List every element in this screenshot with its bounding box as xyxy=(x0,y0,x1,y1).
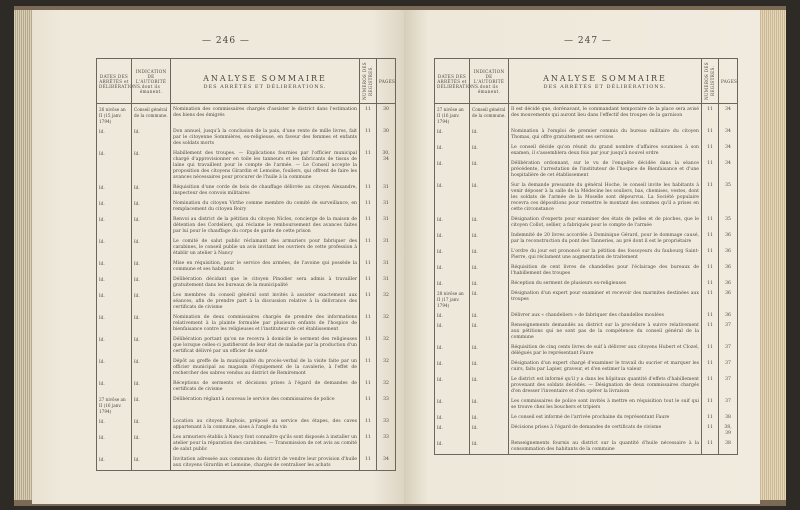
page-cell: 30 xyxy=(377,126,396,148)
table-row xyxy=(435,230,738,246)
authority-cell: Id. xyxy=(132,182,171,198)
analysis-cell: Sur la demande pressante du général Hoche, le conseil invite les habitants à venir déposer à la salle de la Médecine les souliers, bas, chemises, vestes, dont les soldats de l'armée de la Moselle sont dépourvus. La Société populaire recevra ces dépositions pour remettre le montant des sommes qu'il a prises en cette circonstance xyxy=(509,180,702,214)
authority-cell: Id. xyxy=(470,246,509,262)
table-row xyxy=(435,158,738,180)
register-number-cell: 11 xyxy=(360,290,377,312)
register-number-cell: 11 xyxy=(702,230,719,246)
date-cell: Id. xyxy=(435,374,470,396)
page-cell: 31 xyxy=(377,258,396,274)
page-cell: 34 xyxy=(719,158,738,180)
date-cell: 27 nivôse an II (16 janv. 1794) xyxy=(435,104,470,127)
authority-cell: Id. xyxy=(470,214,509,230)
table-row xyxy=(435,288,738,310)
date-cell: Id. xyxy=(435,262,470,278)
analysis-cell: Nomination des commissaires chargés d'assister le district dans l'estimation des biens des émigrés xyxy=(171,104,360,127)
analysis-cell: Délibération décidant que le citoyen Pinodier sera admis à travailler gratuitement dans les bureaux de la municipalité xyxy=(171,274,360,290)
authority-cell: Id. xyxy=(132,274,171,290)
table-row xyxy=(97,104,396,127)
page-cell: 33 xyxy=(377,416,396,432)
authority-cell: Id. xyxy=(470,158,509,180)
table-body xyxy=(97,104,396,471)
register-number-cell: 11 xyxy=(360,214,377,236)
register-number-cell: 11 xyxy=(360,274,377,290)
col-numeros-header: NUMÉROS DES REGISTRES. xyxy=(360,59,377,104)
date-cell: Id. xyxy=(97,416,132,432)
register-number-cell: 11 xyxy=(360,356,377,378)
table-row xyxy=(97,274,396,290)
analysis-cell: Le district est informé qu'il y a dans les hôpitaux quantité d'effets d'habillement provenant des soldats décédés. — Désignation de deux commissaires chargés d'en dresser l'inventaire et d'en opérer la livraison xyxy=(509,374,702,396)
page-cell: 34 xyxy=(719,126,738,142)
register-number-cell: 11 xyxy=(702,320,719,342)
table-row xyxy=(435,246,738,262)
date-cell: Id. xyxy=(435,438,470,455)
analysis-cell: Nomination du citoyen Virthe comme membre du comité de surveillance, en remplacement du citoyen Boiry xyxy=(171,198,360,214)
summary-table xyxy=(434,58,738,455)
date-cell: Id. xyxy=(97,274,132,290)
date-cell: Id. xyxy=(435,342,470,358)
authority-cell: Id. xyxy=(132,334,171,356)
page-cell: 33 xyxy=(377,432,396,454)
page-cell: 31 xyxy=(377,214,396,236)
col-pages-header: PAGES. xyxy=(377,59,396,104)
authority-cell: Id. xyxy=(132,356,171,378)
table-row xyxy=(97,148,396,182)
date-cell: Id. xyxy=(97,356,132,378)
date-cell: Id. xyxy=(435,180,470,214)
register-number-cell: 11 xyxy=(702,180,719,214)
summary-table xyxy=(96,58,396,471)
page-cell: 32 xyxy=(377,356,396,378)
authority-cell: Id. xyxy=(132,258,171,274)
analysis-cell: Renseignements fournis au district sur la quantité d'huile nécessaire à la consommation des habitants de la commune xyxy=(509,438,702,455)
page-cell: 36 xyxy=(719,278,738,288)
table-row xyxy=(97,334,396,356)
register-number-cell: 11 xyxy=(360,378,377,394)
analysis-cell: Nomination de deux commissaires chargés de prendre des informations relativement à la plainte formulée par plusieurs enfants de l'hospice de bienfaisance contre les religieuses et l'instituteur de cet établissement xyxy=(171,312,360,334)
page-cell: 36 xyxy=(719,262,738,278)
table-row xyxy=(435,342,738,358)
analysis-cell: Réquisition de cinq cents livres de suif à délivrer aux citoyens Hubert et Clozel, délégués par le représentant Faure xyxy=(509,342,702,358)
register-number-cell: 11 xyxy=(702,374,719,396)
date-cell: Id. xyxy=(97,236,132,258)
table-subtitle: DES ARRÊTÉS ET DÉLIBÉRATIONS. xyxy=(543,83,667,90)
analysis-cell: Le conseil est informé de l'arrivée prochaine du représentant Faure xyxy=(509,412,702,422)
date-cell: Id. xyxy=(435,412,470,422)
analysis-cell: Désignation d'un expert pour examiner et recevoir des marmites destinées aux troupes xyxy=(509,288,702,310)
table-row xyxy=(97,214,396,236)
table-title: ANALYSE SOMMAIRE xyxy=(203,73,327,83)
analysis-cell: Invitation adressée aux communes du district de vendre leur provision d'huile aux citoyens Girardin et Lemoine, chargés de centraliser les achats xyxy=(171,454,360,471)
authority-cell: Conseil général de la commune. xyxy=(132,104,171,127)
date-cell: Id. xyxy=(435,422,470,438)
table-title: ANALYSE SOMMAIRE xyxy=(543,73,667,83)
table-row xyxy=(97,290,396,312)
page-cell: 37 xyxy=(719,358,738,374)
right-page xyxy=(404,10,760,504)
analysis-cell: L'ordre du jour est prononcé sur la pétition des fossoyeurs du faubourg Saint-Pierre, qui réclament une augmentation de traitement xyxy=(509,246,702,262)
table-row xyxy=(435,310,738,320)
table-row xyxy=(435,422,738,438)
left-page xyxy=(32,10,404,504)
analysis-cell: Indemnité de 20 livres accordée à Dominique Gérard, pour le dommage causé, par la reconstruction du pont des Tanneries, au pré dont il est le propriétaire xyxy=(509,230,702,246)
authority-cell: Id. xyxy=(470,358,509,374)
date-cell: Id. xyxy=(97,378,132,394)
table-row xyxy=(435,262,738,278)
analysis-cell: Don annuel, jusqu'à la conclusion de la paix, d'une rente de mille livres, fait par le citoyenne Sommières, ex-religieuse, en faveur des femmes et enfants des soldats morts xyxy=(171,126,360,148)
table-row xyxy=(97,126,396,148)
date-cell: 26 nivôse an II (15 janv. 1794) xyxy=(97,104,132,127)
authority-cell: Id. xyxy=(470,126,509,142)
page-cell: 38 xyxy=(719,412,738,422)
page-cell: 35 xyxy=(719,180,738,214)
page-cell: 31 xyxy=(377,198,396,214)
date-cell: Id. xyxy=(97,290,132,312)
analysis-cell: Délivrer aux « chandeliers » de fabriquer des chandelles moulées xyxy=(509,310,702,320)
table-subtitle: DES ARRÊTÉS ET DÉLIBÉRATIONS. xyxy=(203,83,327,90)
date-cell: Id. xyxy=(97,126,132,148)
page-cell: 35 xyxy=(719,214,738,230)
register-number-cell: 11 xyxy=(360,334,377,356)
table-row xyxy=(435,214,738,230)
table-row xyxy=(97,416,396,432)
col-pages-header: PAGES. xyxy=(719,59,738,104)
authority-cell: Id. xyxy=(470,374,509,396)
register-number-cell: 11 xyxy=(702,126,719,142)
page-cell: 30, 34 xyxy=(377,148,396,182)
table-row xyxy=(435,104,738,127)
col-indication-header: INDICATION DE L'AUTORITÉ dont ils émanent. xyxy=(132,59,171,104)
register-number-cell: 11 xyxy=(360,416,377,432)
date-cell: Id. xyxy=(97,312,132,334)
page-cell: 34 xyxy=(719,104,738,127)
date-cell: Id. xyxy=(97,182,132,198)
table-row xyxy=(97,258,396,274)
page-cell: 37 xyxy=(719,396,738,412)
register-number-cell: 11 xyxy=(360,104,377,127)
date-cell: Id. xyxy=(97,334,132,356)
authority-cell: Id. xyxy=(470,342,509,358)
page-cell: 32 xyxy=(377,290,396,312)
date-cell: Id. xyxy=(435,126,470,142)
table-row xyxy=(435,358,738,374)
analysis-cell: Délibération ordonnant, sur le vu de l'enquête décidée dans la séance précédente, l'arrestation de l'instituteur de l'hospice de Bienfaisance et d'une hospitalière de cet établissement xyxy=(509,158,702,180)
page-cell: 37 xyxy=(719,342,738,358)
analysis-cell: Nomination à l'emploi de premier commis du bureau militaire du citoyen Thomas, qui offre gratuitement ses services xyxy=(509,126,702,142)
authority-cell: Id. xyxy=(470,278,509,288)
page-cell: 34 xyxy=(719,142,738,158)
analysis-cell: Location au citoyen Raybois, préposé au service des étapes, des caves appartenant à la commune, sises à l'angle du vin xyxy=(171,416,360,432)
analysis-cell: Renvoi au district de la pétition du citoyen Nicles, concierge de la maison de détention des Cordeliers, qui réclame le remboursement des avances faites par lui pour le chauffage du corps de garde de cette prison xyxy=(171,214,360,236)
date-cell: Id. xyxy=(435,396,470,412)
page-cell: 32 xyxy=(377,312,396,334)
table-body xyxy=(435,104,738,455)
page-edges-left xyxy=(14,10,32,500)
register-number-cell: 11 xyxy=(702,214,719,230)
table-row xyxy=(435,396,738,412)
register-number-cell: 11 xyxy=(702,412,719,422)
page-cell: 37 xyxy=(719,374,738,396)
analysis-cell: Délibération portant qu'on ne recevra à domicile le serment des religieuses que lorsque celles-ci justifieront de leur état de maladie par la production d'un certificat délivré par un officier de santé xyxy=(171,334,360,356)
authority-cell: Id. xyxy=(470,396,509,412)
page-cell: 31 xyxy=(377,274,396,290)
page-cell: 32 xyxy=(377,378,396,394)
page-cell: 36 xyxy=(719,246,738,262)
register-number-cell: 11 xyxy=(702,422,719,438)
register-number-cell: 11 xyxy=(360,236,377,258)
col-dates-header: DATES DES ARRÊTÉS et DÉLIBÉRATIONS. xyxy=(97,59,132,104)
date-cell: Id. xyxy=(97,432,132,454)
page-cell: 36 xyxy=(719,288,738,310)
authority-cell: Id. xyxy=(132,378,171,394)
date-cell: Id. xyxy=(97,454,132,471)
register-number-cell: 11 xyxy=(360,312,377,334)
register-number-cell: 11 xyxy=(360,454,377,471)
table-row xyxy=(97,312,396,334)
authority-cell: Conseil général de la commune. xyxy=(470,104,509,127)
page-cell: 30 xyxy=(377,104,396,127)
page-cell: 33 xyxy=(377,394,396,416)
date-cell: Id. xyxy=(435,310,470,320)
page-cell: 37 xyxy=(719,320,738,342)
register-number-cell: 11 xyxy=(702,104,719,127)
table-row xyxy=(97,454,396,471)
authority-cell: Id. xyxy=(470,412,509,422)
date-cell: 28 nivôse an II (17 janv. 1794) xyxy=(435,288,470,310)
date-cell: Id. xyxy=(97,258,132,274)
register-number-cell: 11 xyxy=(360,394,377,416)
col-indication-header: INDICATION DE L'AUTORITÉ dont ils émanent. xyxy=(470,59,509,104)
register-number-cell: 11 xyxy=(702,158,719,180)
table-row xyxy=(97,378,396,394)
date-cell: Id. xyxy=(435,246,470,262)
page-cell: 36 xyxy=(719,230,738,246)
table-row xyxy=(97,198,396,214)
authority-cell: Id. xyxy=(132,214,171,236)
date-cell: Id. xyxy=(435,230,470,246)
register-number-cell: 11 xyxy=(702,288,719,310)
authority-cell: Id. xyxy=(132,198,171,214)
page-cell: 31 xyxy=(377,236,396,258)
analysis-cell: Le conseil décide qu'on réunit du grand nombre d'affaires soumises à son examen, il s'assemblera deux fois par jour jusqu'à nouvel ordre xyxy=(509,142,702,158)
authority-cell: Id. xyxy=(132,416,171,432)
analysis-cell: Renseignements demandés au district sur la procédure à suivre relativement aux pétitions qui ne sont pas de la compétence du conseil général de la commune xyxy=(509,320,702,342)
page-cell: 38, 39 xyxy=(719,422,738,438)
register-number-cell: 11 xyxy=(702,342,719,358)
page-cell: 38 xyxy=(719,438,738,455)
page-number: — 247 — xyxy=(564,36,612,46)
table-row xyxy=(97,182,396,198)
analysis-cell: Habillement des troupes. — Explications fournies par l'officier municipal chargé d'approvisionner en toile les tanneurs et les fabricants de tissus de laine qui travaillent pour le compte de l'armée. — Le Conseil accepte la proposition des citoyens Girardin et Lemoine, fouliers, qui offrent de faire les avances nécessaires pour procurer de l'huile à la commune xyxy=(171,148,360,182)
table-row xyxy=(97,432,396,454)
table-row xyxy=(435,438,738,455)
authority-cell: Id. xyxy=(132,236,171,258)
register-number-cell: 11 xyxy=(702,310,719,320)
authority-cell: Id. xyxy=(132,454,171,471)
page-number: — 246 — xyxy=(202,36,250,46)
table-row xyxy=(435,374,738,396)
authority-cell: Id. xyxy=(132,432,171,454)
date-cell: Id. xyxy=(435,278,470,288)
page-cell: 36 xyxy=(719,310,738,320)
col-dates-header: DATES DES ARRÊTÉS et DÉLIBÉRATIONS. xyxy=(435,59,470,104)
analysis-cell: Les membres du conseil général sont invités à assister exactement aux séances, afin de prendre part à la discussion relative à la délivrance des certificats de civisme xyxy=(171,290,360,312)
page-cell: 34 xyxy=(377,454,396,471)
analysis-cell: Réquisition d'une corde de bois de chauffage délivrée au citoyen Alexandre, inspecteur des convois militaires xyxy=(171,182,360,198)
analysis-cell: Désignation d'un expert chargé d'examiner le travail du sucrier et marquer les cuirs, faits par Lapier, graveur, et d'en estimer la valeur xyxy=(509,358,702,374)
authority-cell: Id. xyxy=(470,310,509,320)
col-analysis-header xyxy=(171,59,360,104)
analysis-cell: Réceptions de serments et décisions prises à l'égard de demandes de certificats de civisme xyxy=(171,378,360,394)
authority-cell: Id. xyxy=(132,148,171,182)
col-numeros-header: NUMÉROS DES REGISTRES. xyxy=(702,59,719,104)
book xyxy=(14,6,786,506)
register-number-cell: 11 xyxy=(360,432,377,454)
table-row xyxy=(435,142,738,158)
register-number-cell: 11 xyxy=(702,278,719,288)
authority-cell: Id. xyxy=(132,312,171,334)
table-row xyxy=(97,394,396,416)
date-cell: 27 nivôse an II (16 janv. 1794) xyxy=(97,394,132,416)
authority-cell: Id. xyxy=(132,290,171,312)
authority-cell: Id. xyxy=(132,394,171,416)
analysis-cell: Réception du serment de plusieurs ex-religieuses xyxy=(509,278,702,288)
col-analysis-header xyxy=(509,59,702,104)
table-row xyxy=(435,320,738,342)
register-number-cell: 11 xyxy=(360,182,377,198)
authority-cell: Id. xyxy=(470,262,509,278)
authority-cell: Id. xyxy=(470,288,509,310)
date-cell: Id. xyxy=(97,198,132,214)
date-cell: Id. xyxy=(435,214,470,230)
register-number-cell: 11 xyxy=(702,262,719,278)
date-cell: Id. xyxy=(435,320,470,342)
authority-cell: Id. xyxy=(470,422,509,438)
analysis-cell: Il est décidé que, dorénavant, le commandant temporaire de la place sera avisé des mouvements qui auront lieu dans l'effectif des troupes de la garnison xyxy=(509,104,702,127)
register-number-cell: 11 xyxy=(360,258,377,274)
register-number-cell: 11 xyxy=(702,142,719,158)
table-row xyxy=(435,412,738,422)
date-cell: Id. xyxy=(435,358,470,374)
authority-cell: Id. xyxy=(470,230,509,246)
analysis-cell: Le comité de salut public réclamant des armuriers pour fabriquer des carabines, le conseil publie un avis invitant les ouvriers de cette profession à établir un atelier à Nancy xyxy=(171,236,360,258)
analysis-cell: Dépôt au greffe de la municipalité du procès-verbal de la visite faite par un officier municipal au magasin d'équipement de la cavalerie, à l'effet de rechercher des sabres vendus au district de Remiremont xyxy=(171,356,360,378)
analysis-cell: Désignation d'experts pour examiner des états de pelles et de pioches, que le citoyen Collot, sellier, a fabriqués pour le compte de l'armée xyxy=(509,214,702,230)
analysis-cell: Mise en réquisition, pour le service des armées, de l'avoine qui possède la commune et ses habitants xyxy=(171,258,360,274)
table-row xyxy=(97,356,396,378)
authority-cell: Id. xyxy=(470,320,509,342)
register-number-cell: 11 xyxy=(360,198,377,214)
register-number-cell: 11 xyxy=(702,246,719,262)
page-edges-right xyxy=(760,10,786,500)
analysis-cell: Les commissaires de police sont invités à mettre en réquisition tout le suif qui se trouve chez les bouchers et tripiers xyxy=(509,396,702,412)
page-cell: 32 xyxy=(377,334,396,356)
date-cell: Id. xyxy=(97,214,132,236)
authority-cell: Id. xyxy=(470,180,509,214)
date-cell: Id. xyxy=(97,148,132,182)
date-cell: Id. xyxy=(435,158,470,180)
table-row xyxy=(435,126,738,142)
date-cell: Id. xyxy=(435,142,470,158)
authority-cell: Id. xyxy=(470,142,509,158)
register-number-cell: 11 xyxy=(702,438,719,455)
authority-cell: Id. xyxy=(132,126,171,148)
register-number-cell: 11 xyxy=(360,148,377,182)
register-number-cell: 11 xyxy=(702,396,719,412)
analysis-cell: Réquisition de cent livres de chandelles pour l'éclairage des bureaux de l'habillement des troupes xyxy=(509,262,702,278)
table-row xyxy=(435,180,738,214)
register-number-cell: 11 xyxy=(702,358,719,374)
table-row xyxy=(435,278,738,288)
analysis-cell: Décisions prises à l'égard de demandes de certificats de civisme xyxy=(509,422,702,438)
table-row xyxy=(97,236,396,258)
register-number-cell: 11 xyxy=(360,126,377,148)
authority-cell: Id. xyxy=(470,438,509,455)
analysis-cell: Les armuriers établis à Nancy font connaître qu'ils sont disposés à installer un atelier pour la réparation des carabines. — Transmission de cet avis au comité de salut public xyxy=(171,432,360,454)
analysis-cell: Délibération réglant à nouveau le service des commissaires de police xyxy=(171,394,360,416)
page-cell: 31 xyxy=(377,182,396,198)
